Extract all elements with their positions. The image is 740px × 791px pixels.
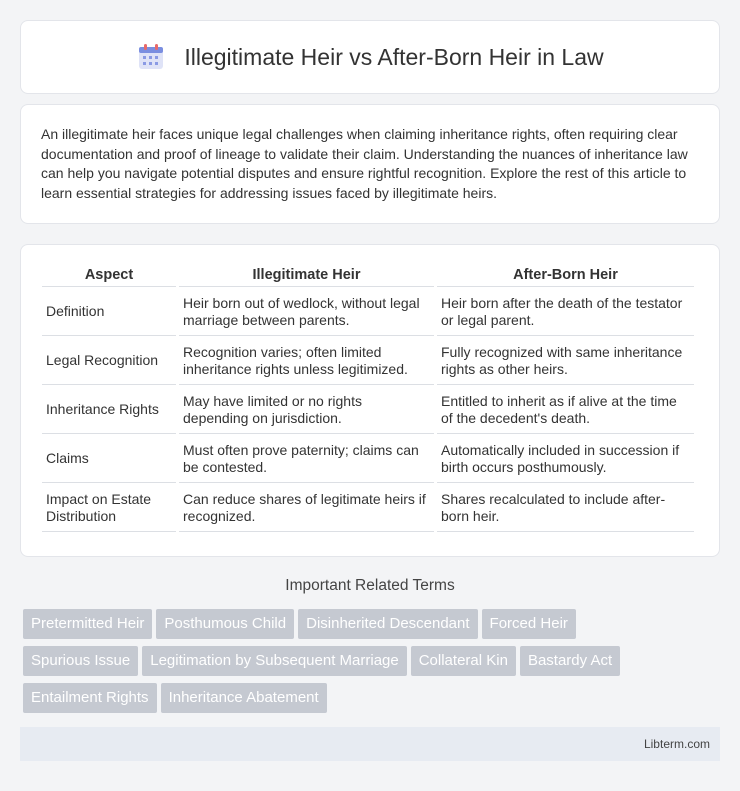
related-term-tag[interactable]: Disinherited Descendant [298,609,477,639]
related-term-tag[interactable]: Inheritance Abatement [161,683,327,713]
footer [20,727,720,761]
table-cell: Legal Recognition [42,338,176,385]
table-header-row [42,263,694,287]
related-term-tag[interactable]: Spurious Issue [23,646,138,676]
table-cell: Heir born out of wedlock, without legal marriage between parents. [179,289,434,336]
table-cell: Claims [42,436,176,483]
table-header: After-Born Heir [437,263,694,287]
title-card [20,20,720,94]
table-header: Illegitimate Heir [179,263,434,287]
table-cell: Recognition varies; often limited inheritance rights unless legitimized. [179,338,434,385]
related-terms-title: Important Related Terms [285,577,455,594]
table-row [42,387,694,434]
table-row [42,436,694,483]
related-terms-list [23,609,723,720]
table-row [42,289,694,336]
page-title: Illegitimate Heir vs After-Born Heir in Law [184,43,604,70]
related-term-tag[interactable]: Legitimation by Subsequent Marriage [142,646,406,676]
comparison-card [20,244,720,557]
intro-text: An illegitimate heir faces unique legal challenges when claiming inheritance rights, often requiring clear documentation and proof of lineage to validate their claim. Understanding the nuances of inheritance law can help you navigate potential disputes and ensure rightful recognition. Explore the rest of this article to learn essential strategies for addressing issues faced by illegitimate heirs. [41,126,688,201]
table-cell: Can reduce shares of legitimate heirs if recognized. [179,485,434,532]
calendar-icon [136,42,166,72]
related-term-tag[interactable]: Bastardy Act [520,646,620,676]
table-cell: May have limited or no rights depending on jurisdiction. [179,387,434,434]
table-cell: Entitled to inherit as if alive at the time of the decedent's death. [437,387,694,434]
table-cell: Heir born after the death of the testator or legal parent. [437,289,694,336]
related-term-tag[interactable]: Posthumous Child [156,609,294,639]
table-cell: Shares recalculated to include after-born heir. [437,485,694,532]
table-cell: Inheritance Rights [42,387,176,434]
related-term-tag[interactable]: Entailment Rights [23,683,157,713]
table-cell: Definition [42,289,176,336]
footer-site-link[interactable]: Libterm.com [643,737,710,751]
table-header: Aspect [42,263,176,287]
table-cell: Automatically included in succession if birth occurs posthumously. [437,436,694,483]
table-row [42,338,694,385]
comparison-table [39,261,697,534]
related-term-tag[interactable]: Forced Heir [482,609,576,639]
related-term-tag[interactable]: Pretermitted Heir [23,609,152,639]
intro-card [20,104,720,224]
table-cell: Fully recognized with same inheritance rights as other heirs. [437,338,694,385]
table-cell: Impact on Estate Distribution [42,485,176,532]
table-cell: Must often prove paternity; claims can be contested. [179,436,434,483]
related-term-tag[interactable]: Collateral Kin [411,646,516,676]
table-row [42,485,694,532]
